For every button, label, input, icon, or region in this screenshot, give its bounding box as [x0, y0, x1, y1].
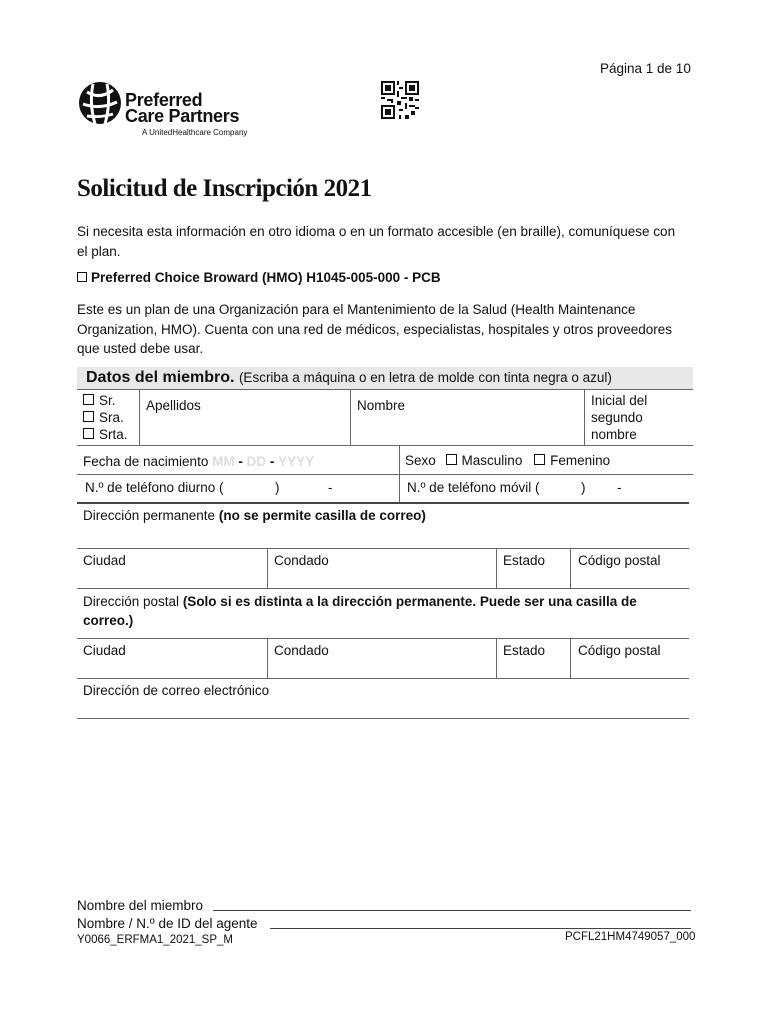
- member-name-field[interactable]: [213, 910, 691, 911]
- email-field[interactable]: [83, 699, 683, 717]
- plan-option[interactable]: [77, 268, 687, 288]
- page-number: Página 1 de 10: [600, 61, 691, 76]
- checkbox-male[interactable]: [446, 454, 457, 465]
- mailing-county-label: Condado: [274, 643, 329, 658]
- middle-initial-label: Inicial del segundo nombre: [591, 393, 648, 442]
- mailing-address-label: Dirección postal (Solo si es distinta a la dirección permanente. Puede ser una casilla de correo.): [83, 594, 637, 628]
- company-logo: [77, 80, 287, 140]
- checkbox-sra[interactable]: [83, 411, 94, 422]
- logo-line-2: Care Partners: [125, 106, 240, 126]
- member-section-instructions: (Escriba a máquina o en letra de molde con tinta negra o azul): [238, 370, 612, 385]
- county-label: Condado: [274, 553, 329, 568]
- plan-checkbox[interactable]: [77, 272, 87, 282]
- mobile-phone-label: N.º de teléfono móvil (: [407, 480, 540, 495]
- zip-label: Código postal: [578, 553, 661, 568]
- last-name-label: Apellidos: [146, 398, 201, 413]
- day-phone-field[interactable]: [235, 476, 385, 496]
- permanent-address-field[interactable]: [83, 524, 683, 546]
- mobile-phone-field[interactable]: [550, 476, 690, 496]
- plan-option-label: Preferred Choice Broward (HMO) H1045-005-000 - PCB: [91, 270, 441, 285]
- state-label: Estado: [503, 553, 546, 568]
- plan-description: Este es un plan de una Organización para el Mantenimiento de la Salud (Health Maintenance Organization, HMO). Cuenta con una red de médicos, especialistas, hospitales y otros proveedores que usted debe usar.: [77, 302, 673, 356]
- title-option-sra[interactable]: Sra.: [83, 409, 128, 426]
- title-options: [83, 392, 128, 443]
- dob-year-placeholder: YYYY: [278, 454, 315, 469]
- mailing-city-label: Ciudad: [83, 643, 126, 658]
- sex-field: [405, 452, 610, 469]
- form-code: Y0066_ERFMA1_2021_SP_M: [77, 934, 233, 946]
- city-label: Ciudad: [83, 553, 126, 568]
- dob-field[interactable]: Fecha de nacimiento MM - DD - YYYY: [83, 454, 315, 469]
- permanent-address-label: Dirección permanente (no se permite casilla de correo): [83, 508, 426, 523]
- member-section-heading: Datos del miembro.: [86, 369, 235, 386]
- mailing-zip-label: Código postal: [578, 643, 661, 658]
- sex-option-male[interactable]: Masculino: [446, 453, 523, 468]
- logo-tagline: A UnitedHealthcare Company: [142, 128, 248, 137]
- dob-month-placeholder: MM: [212, 454, 235, 469]
- checkbox-srta[interactable]: [83, 428, 94, 439]
- email-label: Dirección de correo electrónico: [83, 683, 270, 698]
- sex-option-female[interactable]: Femenino: [534, 453, 610, 468]
- last-name-field[interactable]: [146, 414, 346, 442]
- checkbox-female[interactable]: [534, 454, 545, 465]
- logo-line-1: Preferred: [125, 90, 203, 110]
- mailing-state-label: Estado: [503, 643, 546, 658]
- title-option-sr[interactable]: Sr.: [83, 392, 128, 409]
- agent-field[interactable]: [270, 928, 691, 929]
- dob-label: Fecha de nacimiento: [83, 454, 209, 469]
- title-option-srta[interactable]: Srta.: [83, 426, 128, 443]
- qr-code-icon: [381, 81, 419, 119]
- first-name-label: Nombre: [357, 398, 406, 413]
- doc-code: PCFL21HM4749057_000: [565, 931, 696, 943]
- member-name-label: Nombre del miembro: [77, 898, 204, 913]
- member-section-header: [77, 367, 693, 389]
- globe-logo-icon: [77, 80, 123, 126]
- first-name-field[interactable]: [357, 414, 582, 442]
- day-phone-label: N.º de teléfono diurno (: [85, 480, 224, 495]
- agent-label: Nombre / N.º de ID del agente: [77, 916, 258, 931]
- sex-label: Sexo: [405, 453, 436, 468]
- page-title: Solicitud de Inscripción 2021: [77, 175, 372, 202]
- dob-day-placeholder: DD: [246, 454, 267, 469]
- checkbox-sr[interactable]: [83, 394, 94, 405]
- intro-text: Si necesita esta información en otro idioma o en un formato accesible (en braille), comuníquese con el plan.: [77, 224, 676, 259]
